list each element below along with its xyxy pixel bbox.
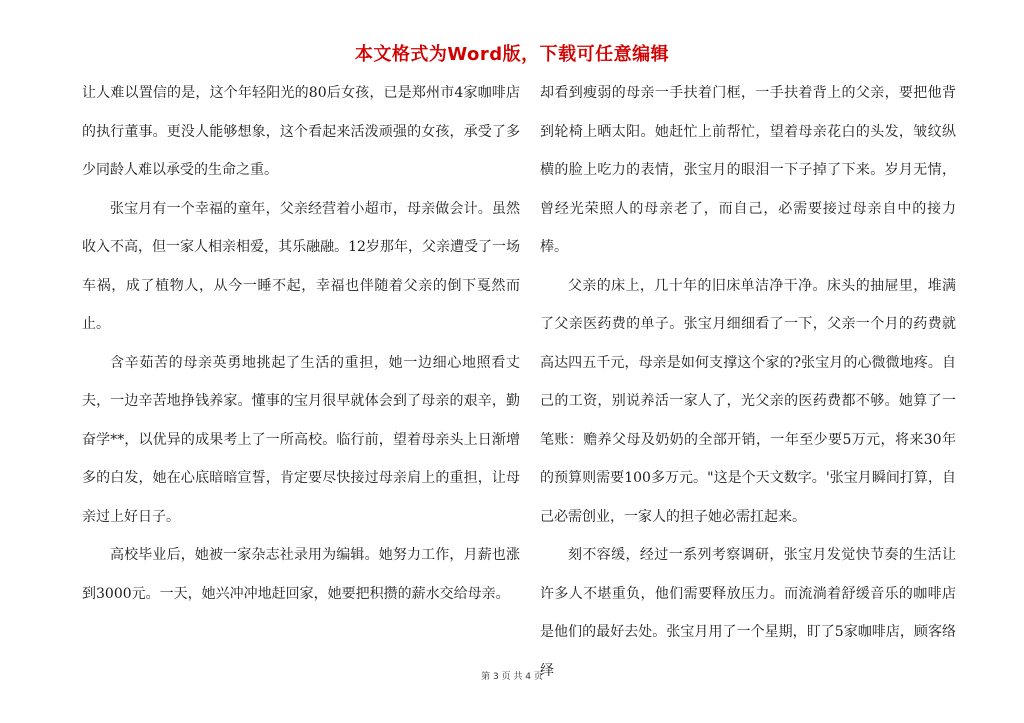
page-number-footer: 第 3 页 共 4 页 — [481, 672, 543, 682]
right-text-column — [540, 74, 956, 690]
paragraph: 张宝月有一个幸福的童年，父亲经营着小超市，母亲做会计。虽然收入不高，但一家人相亲相爱，其乐融融。12岁那年，父亲遭受了一场车祸，成了植物人，从今一睡不起，幸福也伴随着父亲的倒下戛然而止。 — [82, 200, 520, 332]
left-text-column — [82, 74, 520, 613]
paragraph: 却看到瘦弱的母亲一手扶着门框，一手扶着背上的父亲，要把他背到轮椅上晒太阳。她赶忙上前帮忙，望着母亲花白的头发，皱纹纵横的脸上吃力的表情，张宝月的眼泪一下子掉了下来。岁月无情，曾经光荣照人的母亲老了，而自己，必需要接过母亲自中的接力棒。 — [540, 85, 956, 255]
paragraph: 高校毕业后，她被一家杂志社录用为编辑。她努力工作，月薪也涨到3000元。一天，她兴冲冲地赶回家，她要把积攒的薪水交给母亲。 — [82, 547, 520, 602]
paragraph: 让人难以置信的是，这个年轻阳光的80后女孩，已是郑州市4家咖啡店的执行董事。更没人能够想象，这个看起来活泼顽强的女孩，承受了多少同龄人难以承受的生命之重。 — [82, 85, 520, 178]
paragraph: 父亲的床上，几十年的旧床单洁净干净。床头的抽屉里，堆满了父亲医药费的单子。张宝月细细看了一下，父亲一个月的药费就高达四五千元，母亲是如何支撑这个家的?张宝月的心微微地疼。自己的工资，别说养活一家人了，光父亲的医药费都不够。她算了一笔账：赡养父母及奶奶的全部开销，一年至少要5万元，将来30年的预算则需要100多万元。"这是个天文数字。'张宝月瞬间打算，自己必需创业，一家人的担子她必需扛起来。 — [540, 277, 956, 525]
document-banner: 本文格式为Word版，下载可任意编辑 — [354, 44, 670, 65]
paragraph: 含辛茹苦的母亲英勇地挑起了生活的重担，她一边细心地照看丈夫，一边辛苦地挣钱养家。懂事的宝月很早就体会到了母亲的艰辛，勤奋学**，以优异的成果考上了一所高校。临行前，望着母亲头上日渐增多的白发，她在心底暗暗宣誓，肯定要尽快接过母亲肩上的重担，让母亲过上好日子。 — [82, 354, 520, 525]
paragraph: 刻不容缓，经过一系列考察调研，张宝月发觉快节奏的生活让许多人不堪重负，他们需要释放压力。而流淌着舒缓音乐的咖啡店是他们的最好去处。张宝月用了一个星期，盯了5家咖啡店，顾客络绎 — [540, 547, 956, 679]
